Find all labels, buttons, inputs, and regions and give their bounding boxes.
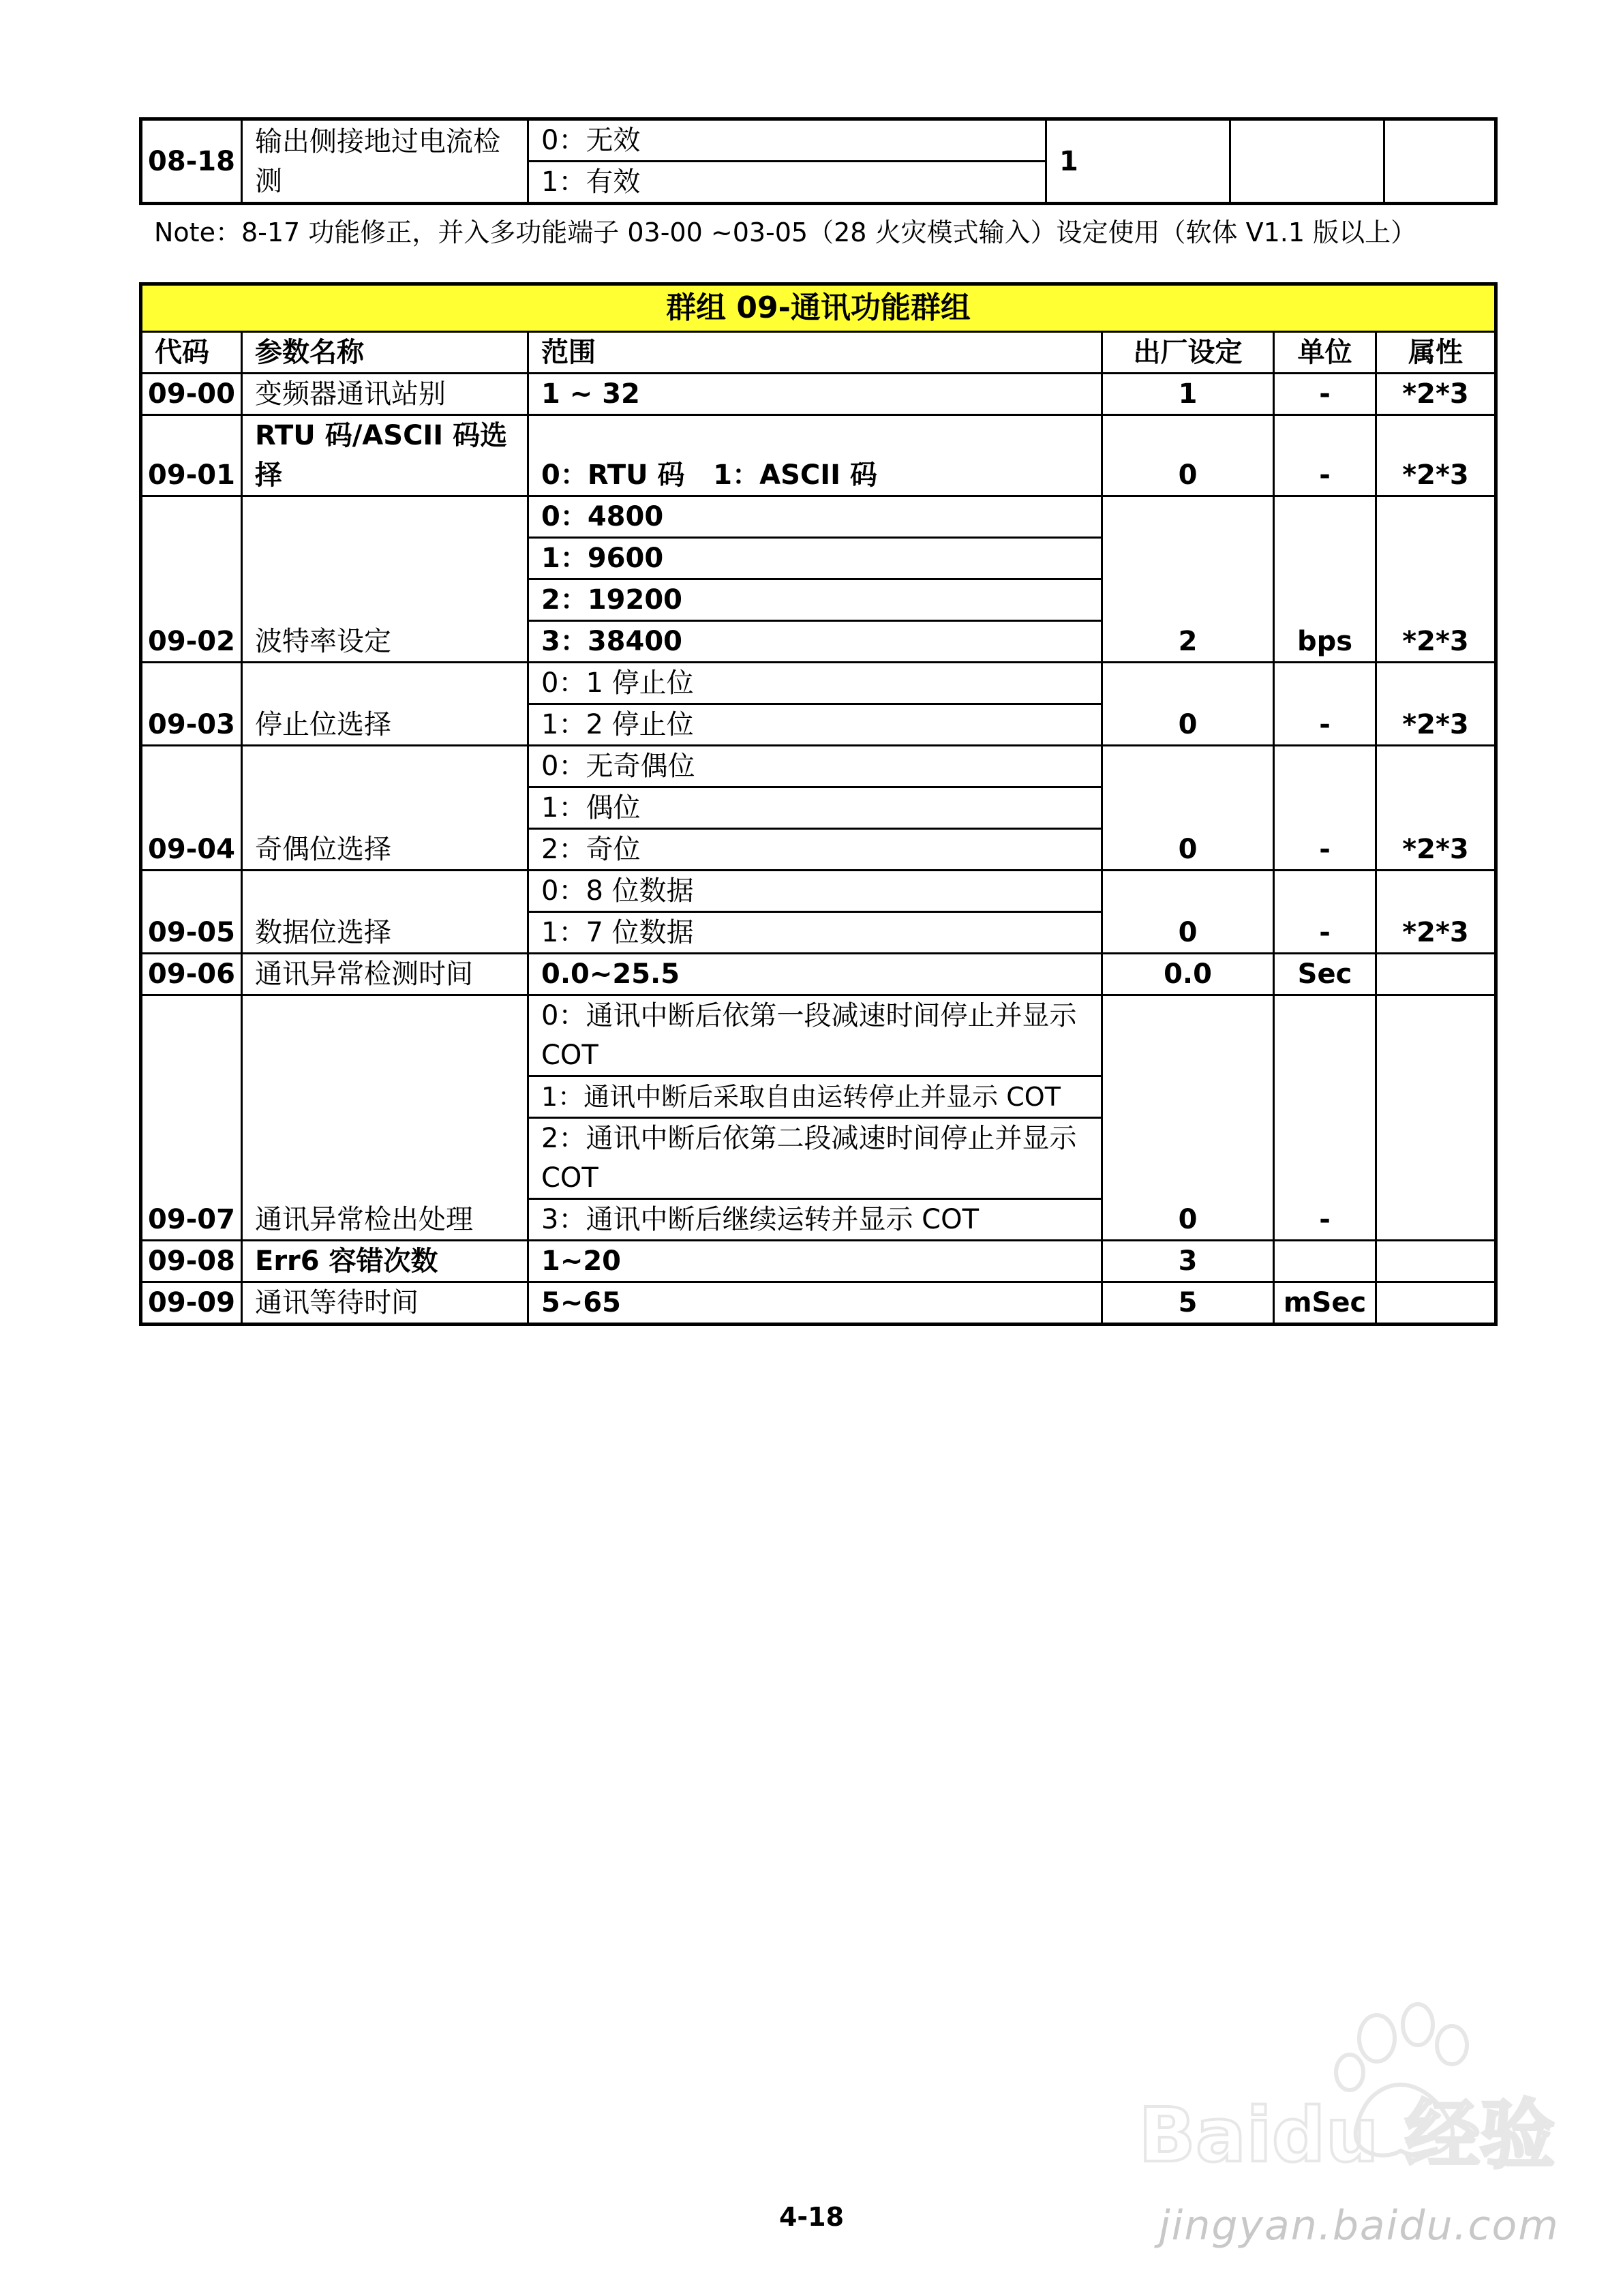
attr: *2*3 xyxy=(1376,415,1496,496)
note-text: Note：8-17 功能修正，并入多功能端子 03-00 ~03-05（28 火灾模式输入）设定使用（软体 V1.1 版以上） xyxy=(154,217,1417,247)
range-option: 1：7 位数据 xyxy=(528,912,1102,954)
unit: bps xyxy=(1274,496,1376,663)
param-name: 通讯等待时间 xyxy=(242,1282,528,1325)
range-option: 1~20 xyxy=(528,1241,1102,1282)
unit: mSec xyxy=(1274,1282,1376,1325)
unit: - xyxy=(1274,415,1376,496)
range-option: 1：通讯中断后采取自由运转停止并显示 COT xyxy=(528,1076,1102,1118)
watermark-url: jingyan.baidu.com xyxy=(1159,2202,1560,2250)
param-name: RTU 码/ASCII 码选择 xyxy=(242,415,528,496)
table-row xyxy=(141,746,1496,787)
default-value: 0 xyxy=(1102,663,1274,746)
unit: - xyxy=(1274,995,1376,1241)
default-value: 0 xyxy=(1102,871,1274,954)
range-option: 5~65 xyxy=(528,1282,1102,1325)
param-code: 09-03 xyxy=(141,663,242,746)
attr: *2*3 xyxy=(1376,496,1496,663)
range-option: 0：RTU 码 1：ASCII 码 xyxy=(528,415,1102,496)
param-08-18-table xyxy=(139,117,1498,205)
attr xyxy=(1376,1241,1496,1282)
range-option: 0：1 停止位 xyxy=(528,663,1102,704)
default-value: 2 xyxy=(1102,496,1274,663)
default-value: 5 xyxy=(1102,1282,1274,1325)
param-name: 停止位选择 xyxy=(242,663,528,746)
unit: - xyxy=(1274,663,1376,746)
range-option: 2：19200 xyxy=(528,579,1102,621)
param-code: 09-08 xyxy=(141,1241,242,1282)
unit: Sec xyxy=(1274,954,1376,995)
unit xyxy=(1274,1241,1376,1282)
unit xyxy=(1230,119,1384,204)
attr: *2*3 xyxy=(1376,746,1496,871)
header-name: 参数名称 xyxy=(242,332,528,374)
param-name: 数据位选择 xyxy=(242,871,528,954)
range-option: 2：通讯中断后依第二段减速时间停止并显示 COT xyxy=(528,1118,1102,1199)
range-option: 1：偶位 xyxy=(528,787,1102,829)
range-option: 0：通讯中断后依第一段减速时间停止并显示 COT xyxy=(528,995,1102,1076)
attr: *2*3 xyxy=(1376,663,1496,746)
header-default: 出厂设定 xyxy=(1102,332,1274,374)
default-value: 1 xyxy=(1046,119,1230,204)
header-code: 代码 xyxy=(141,332,242,374)
param-code: 08-18 xyxy=(141,119,242,204)
range-option: 3：38400 xyxy=(528,621,1102,663)
default-value: 3 xyxy=(1102,1241,1274,1282)
range-option: 1：2 停止位 xyxy=(528,704,1102,746)
range-option: 3：通讯中断后继续运转并显示 COT xyxy=(528,1199,1102,1241)
param-name: 输出侧接地过电流检测 xyxy=(242,119,528,204)
param-name: 通讯异常检出处理 xyxy=(242,995,528,1241)
table-row xyxy=(141,1282,1496,1325)
param-code: 09-07 xyxy=(141,995,242,1241)
range-option: 1：9600 xyxy=(528,538,1102,579)
table-row xyxy=(141,415,1496,496)
range-option: 0：8 位数据 xyxy=(528,871,1102,912)
param-code: 09-02 xyxy=(141,496,242,663)
range-option: 0：无奇偶位 xyxy=(528,746,1102,787)
range-option: 1：有效 xyxy=(528,162,1046,204)
param-name: 变频器通讯站别 xyxy=(242,374,528,415)
range-option: 1 ~ 32 xyxy=(528,374,1102,415)
range-option: 0：4800 xyxy=(528,496,1102,538)
watermark-logo-text: Baidu 经验 xyxy=(1138,2091,1556,2179)
table-row xyxy=(141,663,1496,704)
unit: - xyxy=(1274,746,1376,871)
header-range: 范围 xyxy=(528,332,1102,374)
default-value: 0 xyxy=(1102,746,1274,871)
table-row xyxy=(141,1241,1496,1282)
header-unit: 单位 xyxy=(1274,332,1376,374)
page-number: 4-18 xyxy=(778,2202,845,2232)
header-attr: 属性 xyxy=(1376,332,1496,374)
table-row xyxy=(141,871,1496,912)
group-title: 群组 09-通讯功能群组 xyxy=(141,284,1496,332)
param-name: Err6 容错次数 xyxy=(242,1241,528,1282)
table-row xyxy=(141,496,1496,538)
range-option: 0：无效 xyxy=(528,119,1046,162)
param-name: 通讯异常检测时间 xyxy=(242,954,528,995)
param-code: 09-09 xyxy=(141,1282,242,1325)
param-code: 09-01 xyxy=(141,415,242,496)
param-code: 09-05 xyxy=(141,871,242,954)
range-option: 2：奇位 xyxy=(528,829,1102,871)
unit: - xyxy=(1274,871,1376,954)
param-code: 09-00 xyxy=(141,374,242,415)
param-name: 波特率设定 xyxy=(242,496,528,663)
unit: - xyxy=(1274,374,1376,415)
param-code: 09-06 xyxy=(141,954,242,995)
param-name: 奇偶位选择 xyxy=(242,746,528,871)
default-value: 0 xyxy=(1102,415,1274,496)
default-value: 0 xyxy=(1102,995,1274,1241)
table-row xyxy=(141,374,1496,415)
attr xyxy=(1376,954,1496,995)
range-option: 0.0~25.5 xyxy=(528,954,1102,995)
attr xyxy=(1376,995,1496,1241)
param-code: 09-04 xyxy=(141,746,242,871)
table-row xyxy=(141,954,1496,995)
table-row xyxy=(141,995,1496,1076)
default-value: 1 xyxy=(1102,374,1274,415)
attr xyxy=(1384,119,1496,204)
attr: *2*3 xyxy=(1376,871,1496,954)
baidu-logo-watermark xyxy=(1132,1997,1568,2202)
attr xyxy=(1376,1282,1496,1325)
attr: *2*3 xyxy=(1376,374,1496,415)
group-09-table xyxy=(139,282,1498,1326)
default-value: 0.0 xyxy=(1102,954,1274,995)
